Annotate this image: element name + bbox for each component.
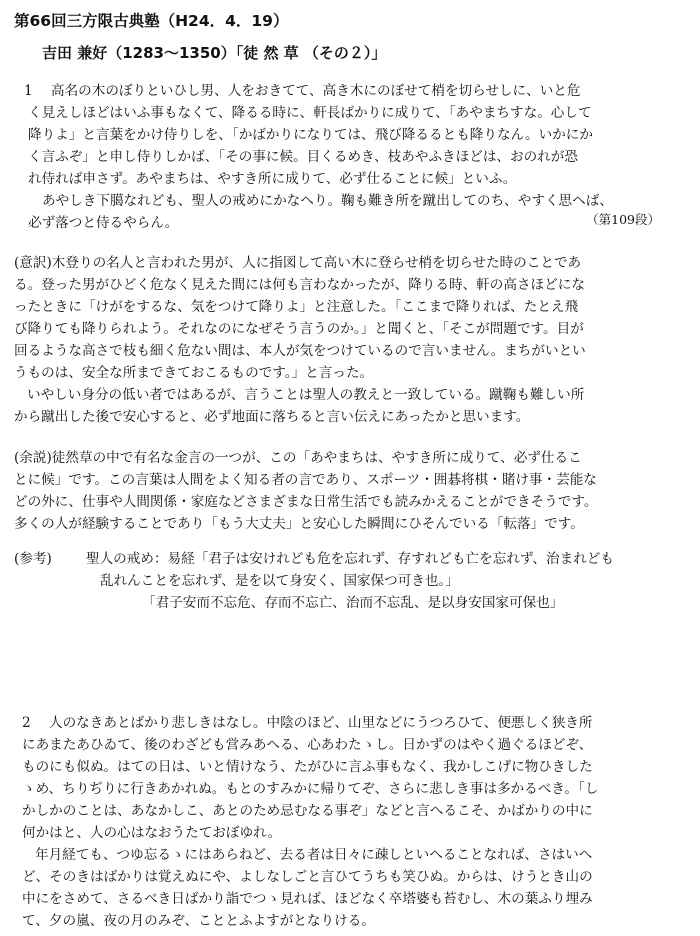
reference-label: (参考) bbox=[14, 551, 52, 567]
text-line: 回るような高さで枝も細く危ない間は、本人が気をつけているので言いません。まちがいとい bbox=[14, 343, 586, 359]
page-title: 第66回三方限古典塾（H24．4．19） bbox=[14, 12, 289, 30]
commentary-label: (余説) bbox=[14, 450, 52, 466]
text-line: 木登りの名人と言われた男が、人に指図して高い木に登らせ梢を切らせた時のことであ bbox=[51, 255, 582, 271]
text-line: て、夕の嵐、夜の月のみぞ、こととふよすがとなりける。 bbox=[22, 913, 375, 929]
text-line: れ侍れば申さず。あやまちは、やすき所に成りて、必ず仕ることに候」といふ。 bbox=[28, 171, 517, 187]
text-line: 必ず落つと侍るやらん。 bbox=[28, 215, 179, 231]
text-line: 高名の木のぼりといひし男、人をおきてて、高き木にのぼせて梢を切らせしに、いと危 bbox=[51, 83, 581, 99]
text-line: どの外に、仕事や人間関係・家庭などさまざまな日常生活でも読みかえることができそうです。 bbox=[14, 494, 598, 510]
section-number: 2 bbox=[22, 715, 31, 731]
section-number: 1 bbox=[24, 83, 33, 99]
text-line: 乱れんことを忘れず、是を以て身安く、国家保つ可き也。」 bbox=[100, 573, 459, 589]
translation-block bbox=[14, 252, 586, 428]
text-line: る。登った男がひどく危なく見えた間には何も言わなかったが、降りる時、軒の高さほどにな bbox=[14, 277, 585, 293]
text-line: ったときに「けがをするな、気をつけて降りよ」と注意した。「ここまで降りれば、たとえ飛 bbox=[14, 299, 579, 315]
text-line: 聖人の戒め：易経「君子は安けれども危を忘れず、存すれども亡を忘れず、治まれども bbox=[86, 551, 614, 567]
text-line: いやしい身分の低い者ではあるが、言うことは聖人の教えと一致している。蹴鞠も難しい所 bbox=[27, 387, 585, 403]
source-citation: （第109段） bbox=[586, 212, 660, 227]
text-line: 降りよ」と言葉をかけ侍りしを、「かばかりになりては、飛び降るるとも降りなん。いかにか bbox=[28, 127, 593, 143]
text-line: ど、そのきはばかりは覚えぬにや、よしなしごと言ひてうちも笑ひぬ。からは、けうとき山の bbox=[22, 869, 593, 885]
text-line: とに候」です。この言葉は人間をよく知る者の言であり、スポーツ・囲碁将棋・賭け事・芸能な bbox=[14, 472, 597, 488]
translation-label: (意訳) bbox=[14, 255, 52, 271]
text-line: あやしき下臈なれども、聖人の戒めにかなへり。鞠も難き所を蹴出してのち、やすく思へば、 bbox=[42, 193, 613, 209]
page-subtitle: 吉田 兼好（1283〜1350）「徒 然 草 （その２）」 bbox=[42, 44, 387, 62]
text-line: ゝめ、ちりぢりに行きあかれぬ。もとのすみかに帰りてぞ、さらに悲しき事は多かるべき。「し bbox=[22, 781, 599, 797]
text-line: 「君子安而不忘危、存而不忘亡、治而不忘乱、是以身安国家可保也」 bbox=[142, 595, 564, 611]
text-line: かしかのことは、あなかしこ、あとのため忌むなる事ぞ」などと言へるこそ、かばかりの中に bbox=[22, 803, 593, 819]
text-line: 人のなきあとばかり悲しきはなし。中陰のほど、山里などにうつろひて、便悪しく狭き所 bbox=[49, 715, 593, 731]
commentary-block bbox=[14, 447, 597, 535]
text-line: ものにも似ぬ。はての日は、いと情けなう、たがひに言ふ事もなく、我かしこげに物ひきした bbox=[22, 759, 593, 775]
text-line: にあまたあひゐて、後のわざども営みあへる、心あわたゝし。日かずのはやく過ぐるほどぞ、 bbox=[22, 737, 593, 753]
text-line: く見えしほどはいふ事もなくて、降るる時に、軒長ばかりに成りて、「あやまちすな。心して bbox=[28, 105, 592, 121]
text-line: 多くの人が経験することであり「もう大丈夫」と安心した瞬間にひそんでいる「転落」です。 bbox=[14, 516, 584, 532]
section-2-original bbox=[22, 712, 598, 932]
text-line: 中にをさめて、さるべき日ばかり詣でつゝ見れば、ほどなく卒塔婆も苔むし、木の葉ふり埋み bbox=[22, 891, 593, 907]
text-line: から蹴出した後で安心すると、必ず地面に落ちると言い伝えにあったかと思います。 bbox=[14, 409, 530, 425]
text-line: 年月経ても、つゆ忘るゝにはあらねど、去る者は日々に疎しといへることなれば、さはいへ bbox=[35, 847, 593, 863]
text-line: 何かはと、人の心はなおうたておぼゆれ。 bbox=[22, 825, 282, 841]
text-line: び降りても降りられよう。それなのになぜそう言うのか。」と聞くと、「そこが問題です。目が bbox=[14, 321, 584, 337]
text-line: うものは、安全な所まできておこるものです。」と言った。 bbox=[14, 365, 374, 381]
reference-block bbox=[14, 548, 614, 614]
text-line: く言ふぞ」と申し侍りしかば、「その事に候。目くるめき、枝あやふきほどは、おのれが恐 bbox=[28, 149, 578, 165]
text-line: 徒然草の中で有名な金言の一つが、この「あやまちは、やすき所に成りて、必ず仕るこ bbox=[51, 450, 582, 466]
section-1-original bbox=[24, 80, 613, 234]
